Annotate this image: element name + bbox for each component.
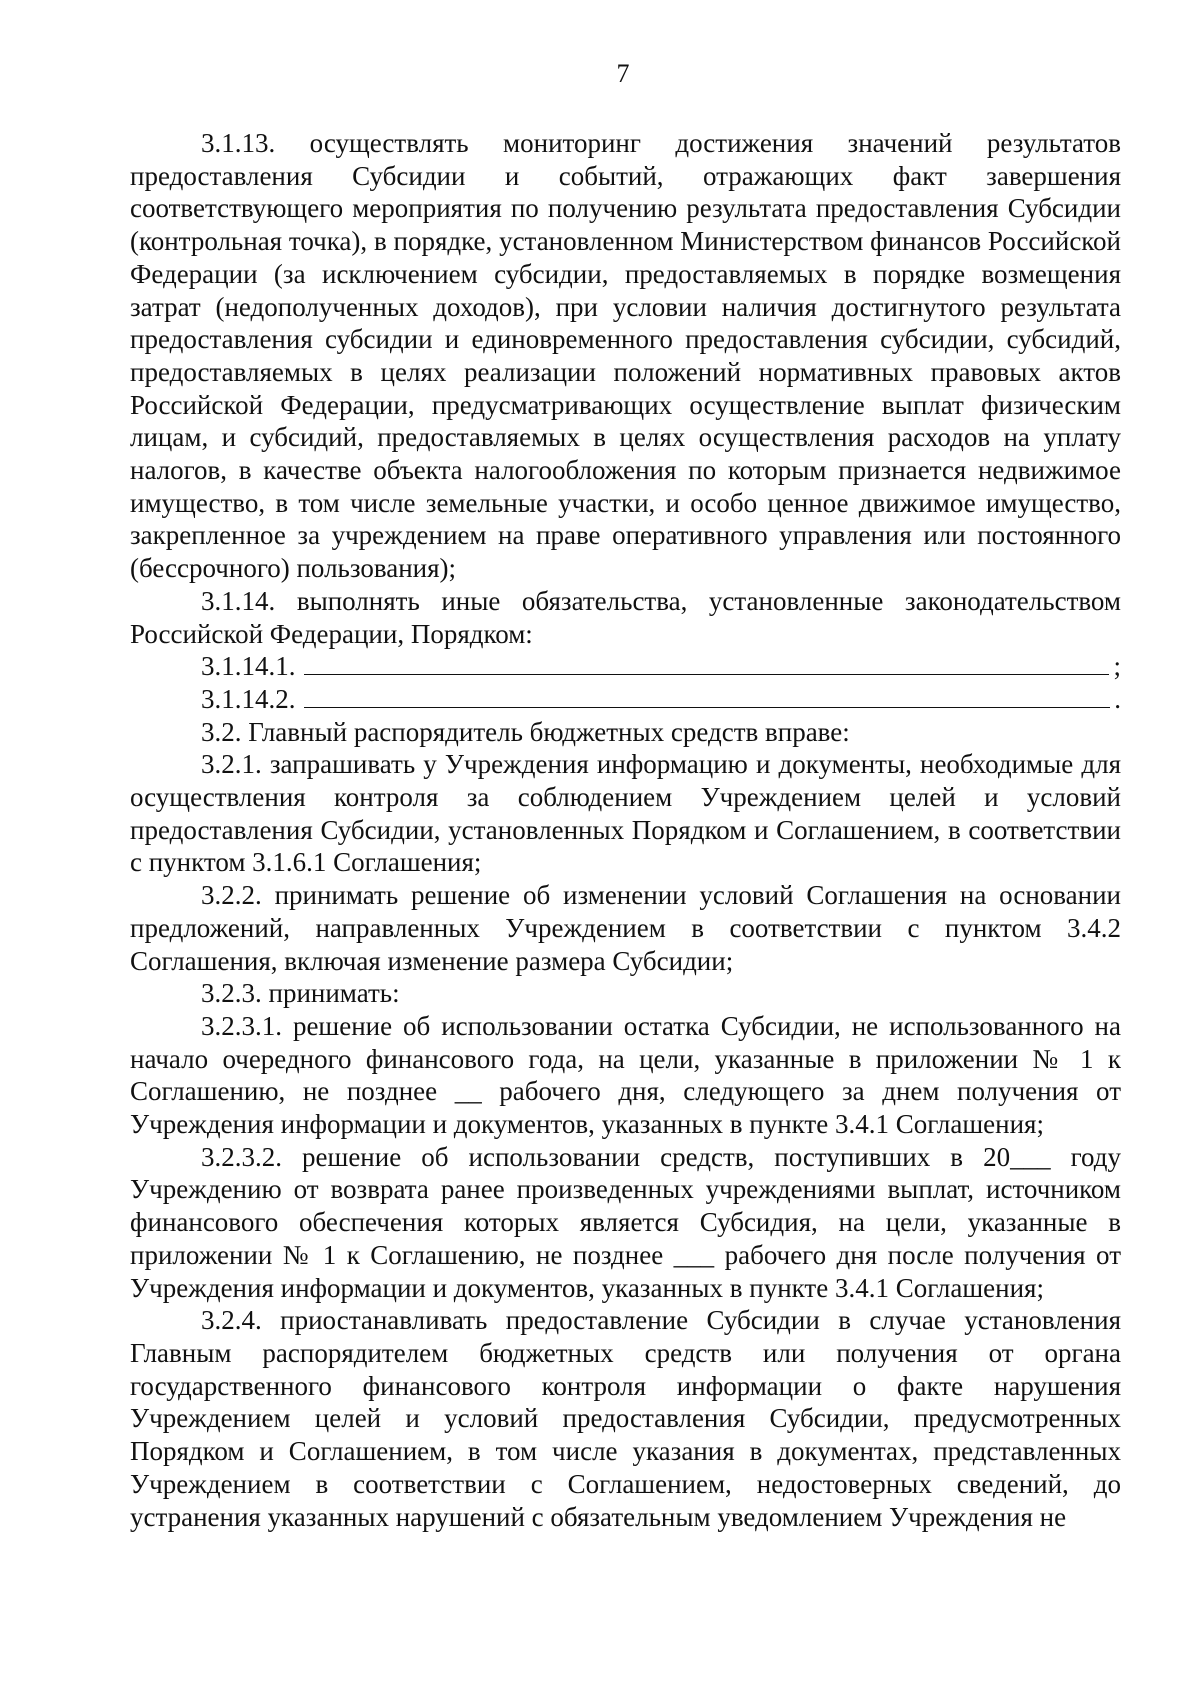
clause-3-2-1: 3.2.1. запрашивать у Учреждения информацию и документы, необходимые для осуществления контроля за соблюдением Учреждением целей и условий предоставления Субсидии, установленных Порядком и Соглашением, в соответствии с пунктом 3.1.6.1 Соглашения;	[130, 749, 1121, 878]
clause-3-2-3: 3.2.3. принимать:	[201, 978, 400, 1009]
clause-3-1-14: 3.1.14. выполнять иные обязательства, установленные законодательством Российской Федерации, Порядком:	[130, 585, 1121, 649]
fill-line-label: 3.1.14.2.	[201, 683, 296, 714]
blank-underline	[304, 652, 1110, 675]
clause-3-1-13: 3.1.13. осуществлять мониторинг достижения значений результатов предоставления Субсидии и событий, отражающих факт завершения соответствующего мероприятия по получению результата предоставления Субсидии (контрольная точка), в порядке, установленном Министерством финансов Российской Федерации (за исключением субсидии, предоставляемых в порядке возмещения затрат (недополученных доходов), при условии наличия достигнутого результата предоставления субсидии и единовременного предоставления субсидии, субсидий, предоставляемых в целях реализации положений нормативных правовых актов Российской Федерации, предусматривающих осуществление выплат физическим лицам, и субсидий, предоставляемых в целях осуществления расходов на уплату налогов, в качестве объекта налогообложения по которым признается недвижимое имущество, в том числе земельные участки, и особо ценное движимое имущество, закрепленное за учреждением на праве оперативного управления или постоянного (бессрочного) пользования);	[130, 128, 1121, 584]
fill-line-label: 3.1.14.1.	[201, 651, 296, 682]
document-body	[130, 127, 1121, 1533]
fill-line-end: ;	[1113, 651, 1121, 682]
clause-3-2: 3.2. Главный распорядитель бюджетных средств вправе:	[201, 716, 850, 747]
clause-3-2-3-1: 3.2.3.1. решение об использовании остатка Субсидии, не использованного на начало очередного финансового года, на цели, указанные в приложении № 1 к Соглашению, не позднее __ рабочего дня, следующего за днем получения от Учреждения информации и документов, указанных в пункте 3.4.1 Соглашения;	[130, 1010, 1121, 1140]
fill-line-3-1-14-2	[130, 683, 1121, 716]
clause-3-2-4: 3.2.4. приостанавливать предоставление Субсидии в случае установления Главным распорядителем бюджетных средств или получения от органа государственного финансового контроля информации о факте нарушения Учреждением целей и условий предоставления Субсидии, предусмотренных Порядком и Соглашением, в том числе указания в документах, представленных Учреждением в соответствии с Соглашением, недостоверных сведений, до устранения указанных нарушений с обязательным уведомлением Учреждения не	[130, 1305, 1121, 1532]
clause-3-2-3-2: 3.2.3.2. решение об использовании средств, поступивших в 20___ году Учреждению от возврата ранее произведенных учреждениями выплат, источником финансового обеспечения которых является Субсидия, на цели, указанные в приложении № 1 к Соглашению, не позднее ___ рабочего дня после получения от Учреждения информации и документов, указанных в пункте 3.4.1 Соглашения;	[130, 1141, 1121, 1303]
blank-underline	[304, 685, 1111, 708]
fill-line-3-1-14-1	[130, 650, 1121, 683]
page-number: 7	[616, 59, 630, 88]
clause-3-2-2: 3.2.2. принимать решение об изменении условий Соглашения на основании предложений, направленных Учреждением в соответствии с пунктом 3.4.2 Соглашения, включая изменение размера Субсидии;	[130, 880, 1121, 976]
fill-line-end: .	[1114, 683, 1121, 714]
